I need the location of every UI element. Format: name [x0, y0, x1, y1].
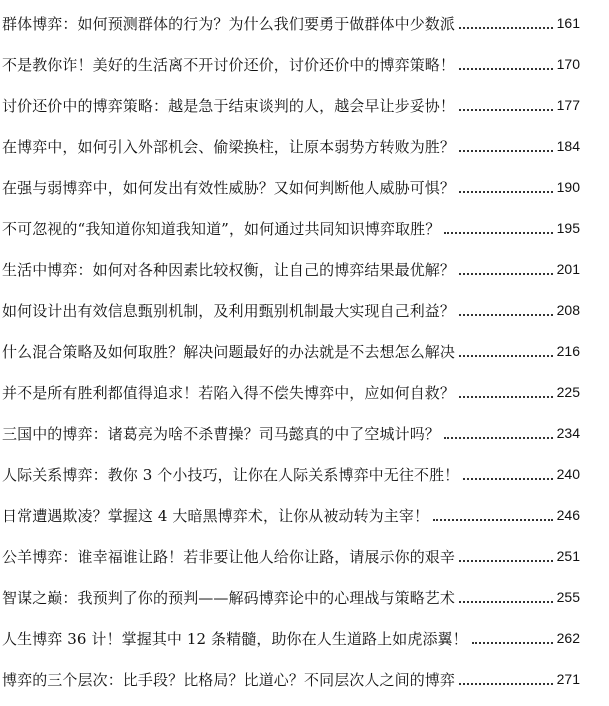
toc-entry-page: 240: [556, 466, 580, 482]
toc-entry-title: 人生博弈 36 计！掌握其中 12 条精髓，助你在人生道路上如虎添翼！: [2, 629, 468, 648]
toc-dot-leader: [459, 191, 553, 193]
toc-dot-leader: [459, 314, 553, 316]
toc-entry-page: 161: [556, 15, 580, 31]
toc-entry[interactable]: [2, 254, 580, 284]
toc-entry-title: 如何设计出有效信息甄别机制，及利用甄别机制最大实现自己利益？: [2, 301, 456, 320]
toc-entry[interactable]: [2, 664, 580, 694]
toc-entry-page: 255: [556, 589, 580, 605]
toc-entry[interactable]: [2, 541, 580, 571]
toc-entry[interactable]: [2, 500, 580, 530]
toc-entry-page: 208: [556, 302, 580, 318]
toc-entry-title: 在强与弱博弈中，如何发出有效性威胁？又如何判断他人威胁可惧？: [2, 178, 456, 197]
toc-entry[interactable]: [2, 377, 580, 407]
toc-entry-title: 不可忽视的“我知道你知道我知道”，如何通过共同知识博弈取胜？: [2, 219, 441, 238]
toc-entry[interactable]: [2, 8, 580, 38]
toc-dot-leader: [459, 683, 553, 685]
toc-entry-page: 234: [556, 425, 580, 441]
toc-dot-leader: [459, 355, 553, 357]
toc-entry[interactable]: [2, 131, 580, 161]
toc-dot-leader: [459, 560, 553, 562]
toc-entry[interactable]: [2, 295, 580, 325]
toc-entry-title: 人际关系博弈：教你 3 个小技巧，让你在人际关系博弈中无往不胜！: [2, 465, 460, 484]
toc-dot-leader: [459, 109, 553, 111]
toc-entry[interactable]: [2, 459, 580, 489]
toc-entry-page: 251: [556, 548, 580, 564]
toc-entry-page: 246: [556, 507, 580, 523]
toc-entry-page: 225: [556, 384, 580, 400]
toc-entry[interactable]: [2, 49, 580, 79]
toc-dot-leader: [433, 519, 553, 521]
toc-entry[interactable]: [2, 90, 580, 120]
toc-entry-page: 271: [556, 671, 580, 687]
toc-dot-leader: [459, 396, 553, 398]
toc-entry-page: 184: [556, 138, 580, 154]
toc-entry-page: 190: [556, 179, 580, 195]
toc-dot-leader: [459, 68, 553, 70]
toc-entry-title: 智谋之巅：我预判了你的预判——解码博弈论中的心理战与策略艺术: [2, 588, 456, 607]
toc-entry-page: 195: [556, 220, 580, 236]
toc-entry-title: 博弈的三个层次：比手段？比格局？比道心？不同层次人之间的博弈: [2, 670, 456, 689]
toc-entry-page: 170: [556, 56, 580, 72]
toc-entry-title: 日常遭遇欺凌？掌握这 4 大暗黑博弈术，让你从被动转为主宰！: [2, 506, 430, 525]
toc-entry-title: 不是教你诈！美好的生活离不开讨价还价，讨价还价中的博弈策略！: [2, 55, 456, 74]
toc-entry-page: 201: [556, 261, 580, 277]
toc-dot-leader: [459, 601, 553, 603]
toc-dot-leader: [472, 642, 553, 644]
toc-entry[interactable]: [2, 336, 580, 366]
toc-entry-title: 在博弈中，如何引入外部机会、偷梁换柱，让原本弱势方转败为胜？: [2, 137, 456, 156]
toc-dot-leader: [463, 478, 553, 480]
toc-dot-leader: [459, 273, 553, 275]
toc-entry-title: 公羊博弈：谁幸福谁让路！若非要让他人给你让路，请展示你的艰辛: [2, 547, 456, 566]
toc-entry-page: 177: [556, 97, 580, 113]
toc-entry-title: 生活中博弈：如何对各种因素比较权衡，让自己的博弈结果最优解？: [2, 260, 456, 279]
toc-entry[interactable]: [2, 213, 580, 243]
toc-entry[interactable]: [2, 418, 580, 448]
toc-entry-title: 并不是所有胜利都值得追求！若陷入得不偿失博弈中，应如何自救？: [2, 383, 456, 402]
toc-entry-title: 三国中的博弈：诸葛亮为啥不杀曹操？司马懿真的中了空城计吗？: [2, 424, 440, 443]
toc-dot-leader: [459, 150, 553, 152]
toc-entry-page: 216: [556, 343, 580, 359]
toc-entry[interactable]: [2, 172, 580, 202]
toc-entry-title: 什么混合策略及如何取胜？解决问题最好的办法就是不去想怎么解决: [2, 342, 456, 361]
toc-entry-title: 讨价还价中的博弈策略：越是急于结束谈判的人，越会早让步妥协！: [2, 96, 456, 115]
toc-entry-title: 群体博弈：如何预测群体的行为？为什么我们要勇于做群体中少数派: [2, 14, 456, 33]
toc-dot-leader: [444, 232, 553, 234]
toc-dot-leader: [459, 27, 553, 29]
toc-dot-leader: [444, 437, 553, 439]
toc-entry[interactable]: [2, 582, 580, 612]
toc-entry[interactable]: [2, 623, 580, 653]
toc-entry-page: 262: [556, 630, 580, 646]
